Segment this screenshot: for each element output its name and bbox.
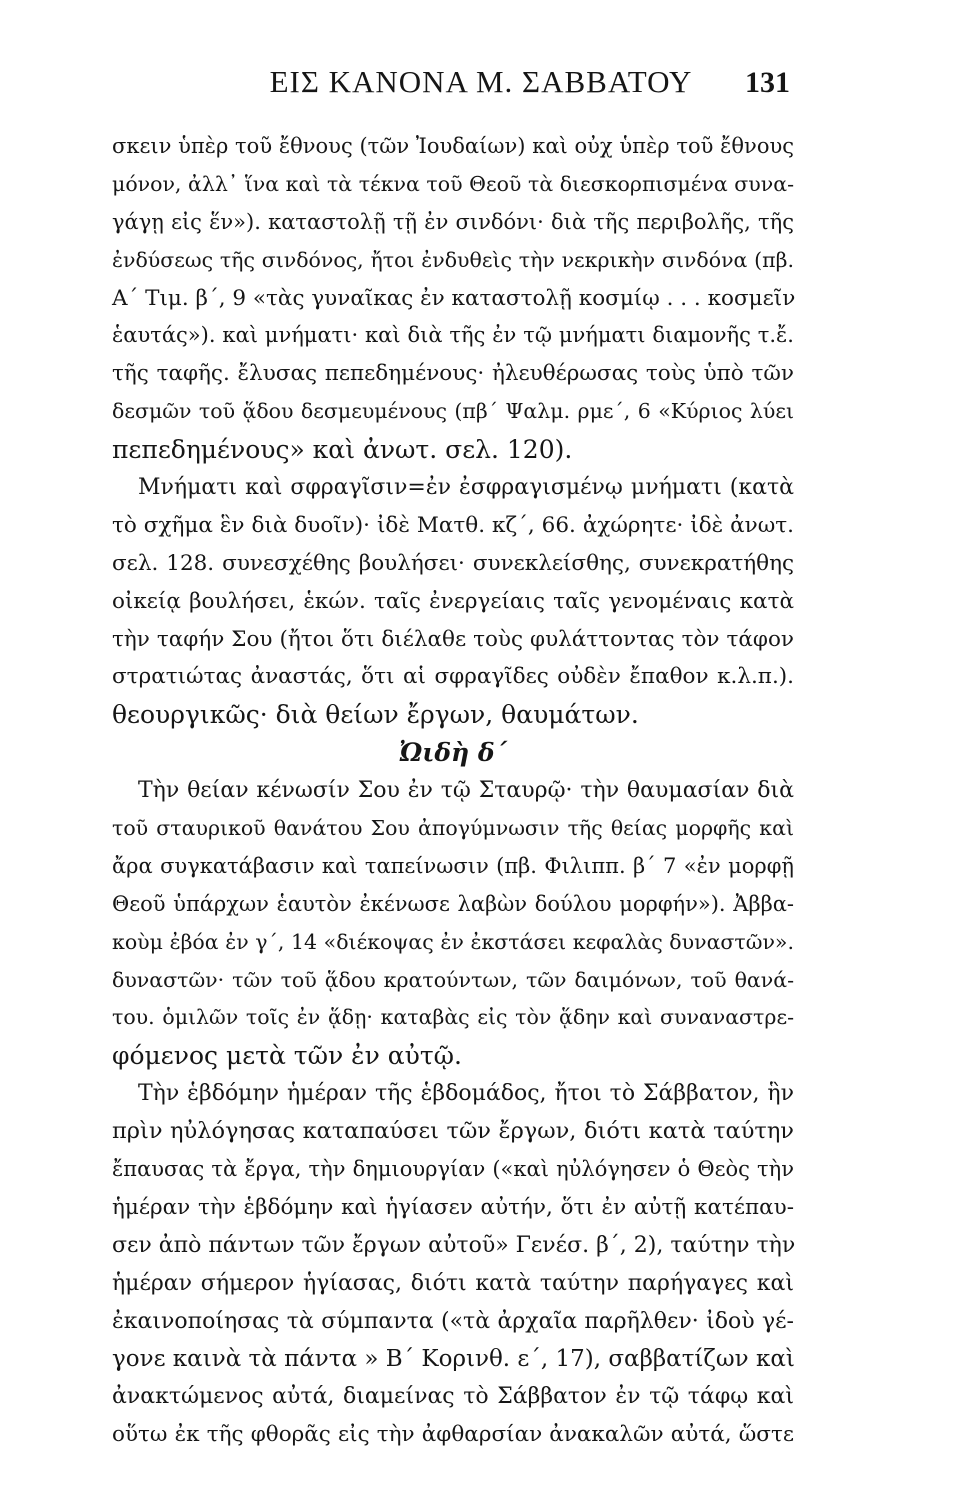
text-line: δεσμῶν τοῦ ᾅδου δεσμευμένους (πβ΄ Ψαλμ. ρμε΄, 6 «Κύριος λύει: [112, 399, 794, 424]
text-line: τὴν ταφήν Σου (ἤτοι ὅτι διέλαθε τοὺς φυλάττοντας τὸν τάφον: [112, 626, 794, 652]
text-line: οὕτω ἐκ τῆς φθορᾶς εἰς τὴν ἀφθαρσίαν ἀνακαλῶν αὐτά, ὥστε: [112, 1422, 794, 1448]
text-line: γονε καινὰ τὰ πάντα » Β΄ Κορινθ. ε΄, 17), σαββατίζων καὶ: [112, 1345, 795, 1372]
text-line: φόμενος μετὰ τῶν ἐν αὐτῷ.: [112, 1041, 462, 1071]
text-line: ἄρα συγκατάβασιν καὶ ταπείνωσιν (πβ. Φιλιππ. β΄ 7 «ἐν μορφῇ: [112, 853, 794, 878]
text-line: Τὴν ἑβδόμην ἡμέραν τῆς ἑβδομάδος, ἤτοι τὸ Σάββατον, ἣν: [138, 1081, 794, 1107]
text-line: σεν ἀπὸ πάντων τῶν ἔργων αὐτοῦ» Γενέσ. β΄, 2), ταύτην τὴν: [112, 1232, 796, 1258]
text-line: Α΄ Τιμ. β΄, 9 «τὰς γυναῖκας ἐν καταστολῇ κοσμίῳ . . . κοσμεῖν: [112, 285, 796, 311]
text-line: ἀνακτώμενος αὐτά, διαμείνας τὸ Σάββατον ἐν τῷ τάφῳ καὶ: [112, 1384, 794, 1410]
text-line: Θεοῦ ὑπάρχων ἑαυτὸν ἐκένωσε λαβὼν δούλου μορφήν»). Ἀββα-: [112, 891, 794, 916]
text-line: πρὶν ηὐλόγησας καταπαύσει τῶν ἔργων, διότι κατὰ ταύτην: [112, 1118, 794, 1145]
running-title: ΕΙΣ ΚΑΝΟΝΑ Μ. ΣΑΒΒΑΤΟΥ: [269, 64, 693, 99]
text-line: τὸ σχῆμα ἓν διὰ δυοῖν)· ἰδὲ Ματθ. κζ΄, 66. ἀχώρητε· ἰδὲ ἀνωτ.: [112, 512, 794, 538]
text-line: κοὺμ ἐβόα ἐν γ΄, 14 «διέκοψας ἐν ἐκστάσει κεφαλὰς δυναστῶν».: [112, 929, 794, 954]
text-line: οἰκείᾳ βουλήσει, ἑκών. ταῖς ἐνεργείαις ταῖς γενομέναις κατὰ: [112, 588, 794, 614]
page-number: 131: [745, 66, 790, 99]
text-line: ἔπαυσας τὰ ἔργα, τὴν δημιουργίαν («καὶ ηὐλόγησεν ὁ Θεὸς τὴν: [112, 1157, 794, 1182]
section-heading: Ὠιδὴ δ΄: [398, 738, 508, 768]
text-line: ἐκαινοποίησας τὰ σύμπαντα («τὰ ἀρχαῖα παρῆλθεν· ἰδοὺ γέ-: [112, 1308, 794, 1334]
text-line: σελ. 128. συνεσχέθης βουλήσει· συνεκλείσθης, συνεκρατήθης: [112, 550, 794, 576]
text-line: Τὴν θείαν κένωσίν Σου ἐν τῷ Σταυρῷ· τὴν θαυμασίαν διὰ: [138, 778, 794, 804]
text-line: τοῦ σταυρικοῦ θανάτου Σου ἀπογύμνωσιν τῆς θείας μορφῆς καὶ: [112, 816, 794, 841]
text-line: πεπεδημένους» καὶ ἀνωτ. σελ. 120).: [112, 435, 573, 465]
page-header: [0, 60, 962, 110]
text-line: μόνον, ἀλλ᾽ ἵνα καὶ τὰ τέκνα τοῦ Θεοῦ τὰ διεσκορπισμένα συνα-: [112, 171, 794, 196]
text-line: ἐνδύσεως τῆς σινδόνος, ἤτοι ἐνδυθεὶς τὴν νεκρικὴν σινδόνα (πβ.: [112, 247, 794, 272]
text-line: τῆς ταφῆς. ἔλυσας πεπεδημένους· ἠλευθέρωσας τοὺς ὑπὸ τῶν: [112, 361, 794, 387]
text-line: ἡμέραν σήμερον ἡγίασας, διότι κατὰ ταύτην παρήγαγες καὶ: [112, 1270, 794, 1296]
body-text: [112, 128, 794, 1454]
text-line: δυναστῶν· τῶν τοῦ ᾅδου κρατούντων, τῶν δαιμόνων, τοῦ θανά-: [112, 967, 794, 992]
text-line: Μνήματι καὶ σφραγῖσιν=ἐν ἐσφραγισμένῳ μνήματι (κατὰ: [138, 475, 794, 501]
text-line: θεουργικῶς· διὰ θείων ἔργων, θαυμάτων.: [112, 700, 639, 730]
text-line: ἡμέραν τὴν ἑβδόμην καὶ ἡγίασεν αὐτήν, ὅτι ἐν αὐτῇ κατέπαυ-: [112, 1194, 794, 1220]
text-line: γάγῃ εἰς ἕν»). καταστολῇ τῇ ἐν σινδόνι· διὰ τῆς περιβολῆς, τῆς: [112, 209, 794, 234]
text-line: του. ὁμιλῶν τοῖς ἐν ᾅδῃ· καταβὰς εἰς τὸν ᾅδην καὶ συναναστρε-: [112, 1005, 794, 1030]
text-line: στρατιώτας ἀναστάς, ὅτι αἱ σφραγῖδες οὐδὲν ἔπαθον κ.λ.π.).: [112, 664, 794, 690]
text-line: σκειν ὑπὲρ τοῦ ἔθνους (τῶν Ἰουδαίων) καὶ οὐχ ὑπὲρ τοῦ ἔθνους: [112, 134, 794, 158]
text-line: ἑαυτάς»). καὶ μνήματι· καὶ διὰ τῆς ἐν τῷ μνήματι διαμονῆς τ.ἔ.: [112, 323, 794, 348]
